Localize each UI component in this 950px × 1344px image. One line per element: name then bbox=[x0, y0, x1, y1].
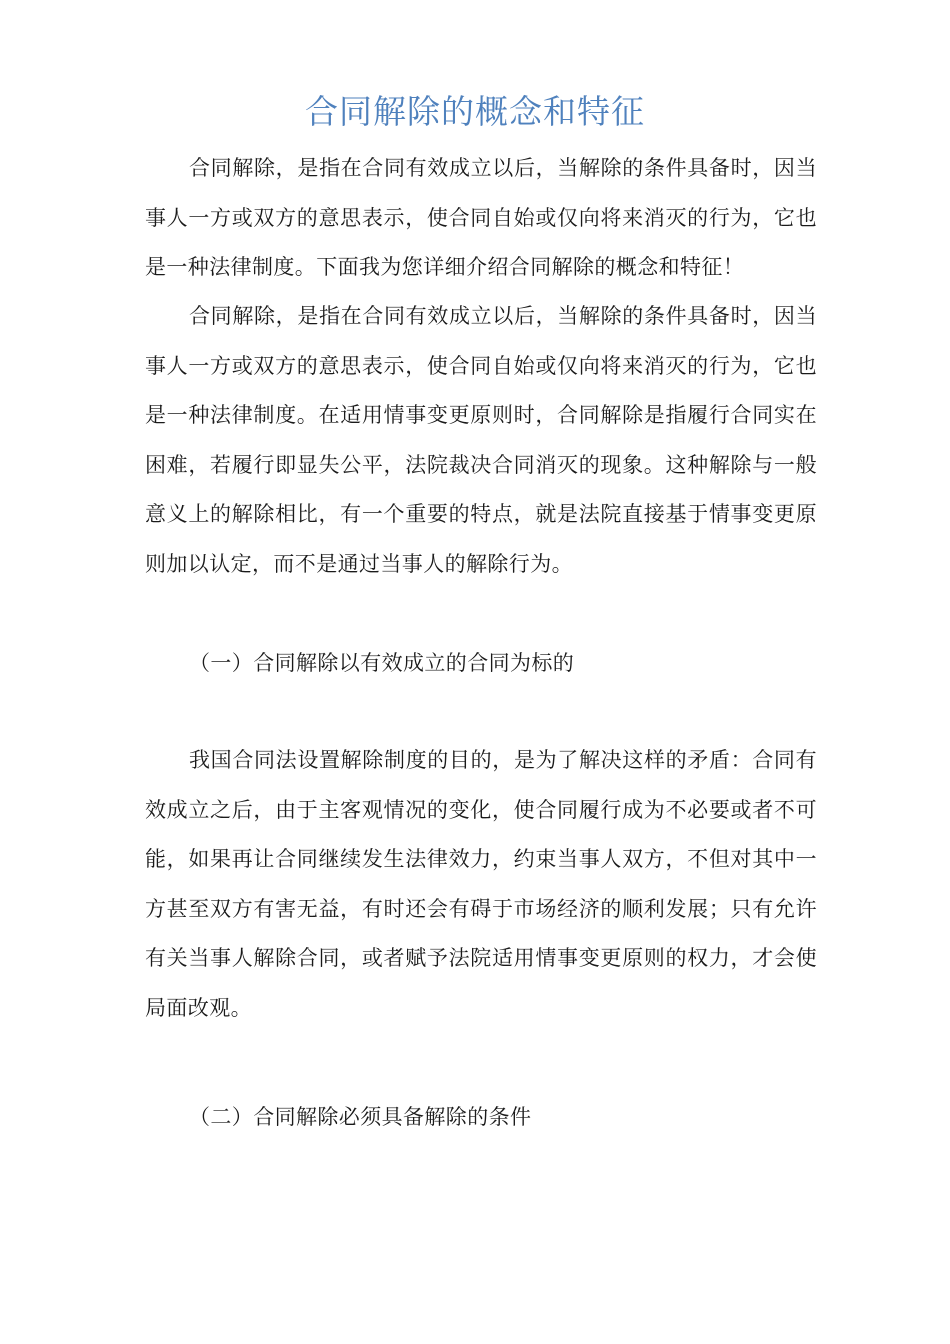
section-heading-2: （二）合同解除必须具备解除的条件 bbox=[189, 1105, 532, 1129]
paragraph-intro: 合同解除，是指在合同有效成立以后，当解除的条件具备时，因当事人一方或双方的意思表示，使合同自始或仅向将来消灭的行为，它也是一种法律制度。下面我为您详细介绍合同解除的概念和特征！ bbox=[145, 156, 817, 280]
paragraph-purpose: 我国合同法设置解除制度的目的，是为了解决这样的矛盾：合同有效成立之后，由于主客观情况的变化，使合同履行成为不必要或者不可能，如果再让合同继续发生法律效力，约束当事人双方，不但对其中一方甚至双方有害无益，有时还会有碍于市场经济的顺利发展；只有允许有关当事人解除合同，或者赋予法院适用情事变更原则的权力，才会使局面改观。 bbox=[145, 748, 817, 1020]
paragraph-definition: 合同解除，是指在合同有效成立以后，当解除的条件具备时，因当事人一方或双方的意思表示，使合同自始或仅向将来消灭的行为，它也是一种法律制度。在适用情事变更原则时，合同解除是指履行合同实在困难，若履行即显失公平，法院裁决合同消灭的现象。这种解除与一般意义上的解除相比，有一个重要的特点，就是法院直接基于情事变更原则加以认定，而不是通过当事人的解除行为。 bbox=[145, 304, 817, 576]
section-heading-1: （一）合同解除以有效成立的合同为标的 bbox=[189, 651, 575, 675]
document-title: 合同解除的概念和特征 bbox=[305, 92, 645, 131]
